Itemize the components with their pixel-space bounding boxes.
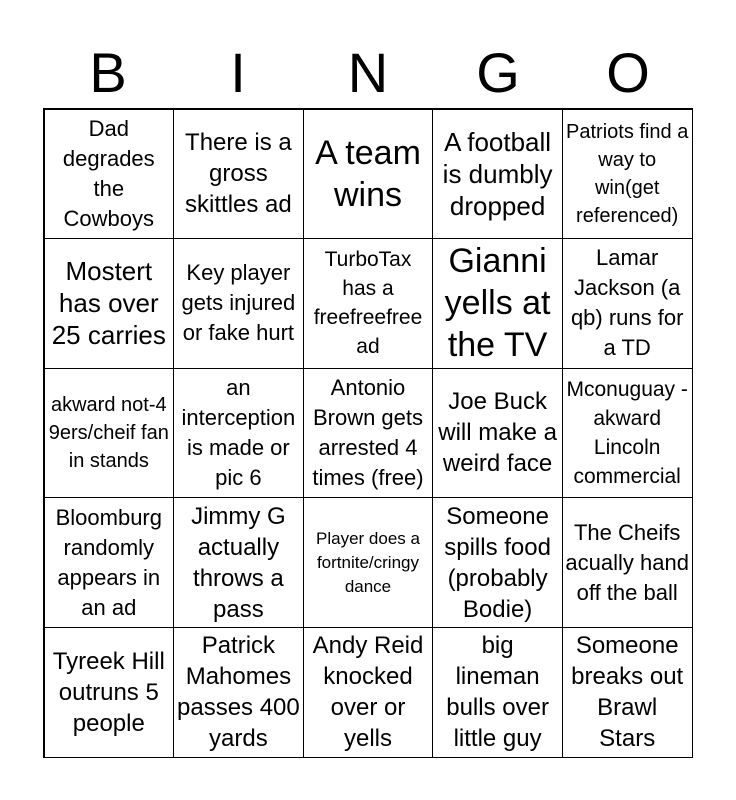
bingo-cell[interactable]: A football is dumbly dropped	[432, 109, 563, 240]
bingo-cell[interactable]: Mconuguay - akward Lincoln commercial	[562, 368, 693, 499]
bingo-cell[interactable]: Patriots find a way to win(get referenced)	[562, 109, 693, 240]
title-letter-i: I	[230, 41, 246, 104]
bingo-cell[interactable]: big lineman bulls over little guy	[432, 627, 563, 758]
bingo-cell[interactable]: Dad degrades the Cowboys	[44, 109, 175, 240]
bingo-cell[interactable]: akward not-49ers/cheif fan in stands	[44, 368, 175, 499]
bingo-title	[43, 40, 693, 106]
title-letter-n: N	[347, 41, 389, 104]
bingo-cell[interactable]: Tyreek Hill outruns 5 people	[44, 627, 175, 758]
bingo-cell[interactable]: an interception is made or pic 6	[173, 368, 304, 499]
bingo-cell[interactable]: Gianni yells at the TV	[432, 238, 563, 369]
bingo-cell[interactable]: Antonio Brown gets arrested 4 times (free)	[303, 368, 434, 499]
bingo-cell[interactable]: Mostert has over 25 carries	[44, 238, 175, 369]
bingo-cell[interactable]: Player does a fortnite/cringy dance	[303, 497, 434, 628]
bingo-cell[interactable]: Andy Reid knocked over or yells	[303, 627, 434, 758]
title-letter-b: B	[89, 41, 127, 104]
bingo-cell[interactable]: Lamar Jackson (a qb) runs for a TD	[562, 238, 693, 369]
bingo-cell[interactable]: The Cheifs acually hand off the ball	[562, 497, 693, 628]
title-letter-g: G	[476, 41, 520, 104]
bingo-cell[interactable]: Jimmy G actually throws a pass	[173, 497, 304, 628]
bingo-cell[interactable]: Joe Buck will make a weird face	[432, 368, 563, 499]
bingo-cell[interactable]: Someone spills food (probably Bodie)	[432, 497, 563, 628]
bingo-cell[interactable]: Bloomburg randomly appears in an ad	[44, 497, 175, 628]
bingo-cell[interactable]: There is a gross skittles ad	[173, 109, 304, 240]
bingo-cell[interactable]: Key player gets injured or fake hurt	[173, 238, 304, 369]
bingo-cell[interactable]: Someone breaks out Brawl Stars	[562, 627, 693, 758]
bingo-cell[interactable]: Patrick Mahomes passes 400 yards	[173, 627, 304, 758]
bingo-cell[interactable]: TurboTax has a freefreefree ad	[303, 238, 434, 369]
title-letter-o: O	[606, 41, 650, 104]
bingo-card	[43, 108, 693, 758]
bingo-cell[interactable]: A team wins	[303, 109, 434, 240]
